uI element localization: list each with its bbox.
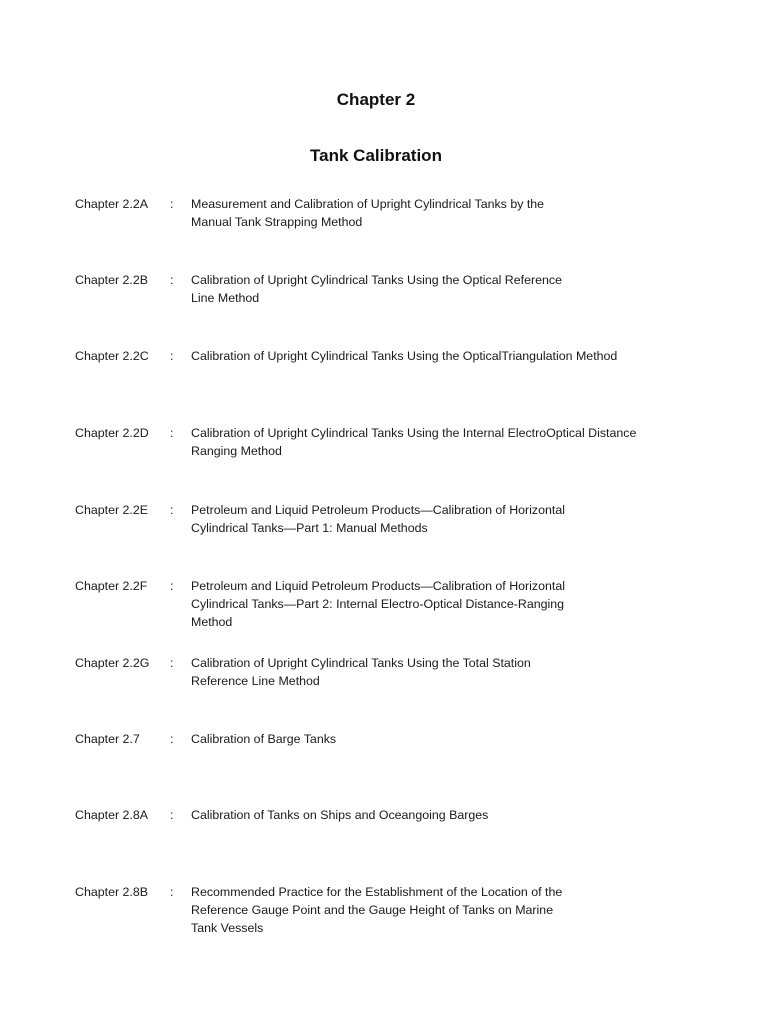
entry-separator: : (170, 732, 174, 746)
entry-code: Chapter 2.2G (75, 656, 150, 670)
entry-code: Chapter 2.2B (75, 273, 149, 287)
entry-title (191, 425, 636, 461)
entry-title-line: Calibration of Upright Cylindrical Tanks Using the Internal ElectroOptical Distance (191, 426, 637, 440)
chapter-subheading: Tank Calibration (310, 146, 442, 165)
entry-separator: : (170, 273, 174, 287)
entry-title (191, 884, 562, 937)
entry-code: Chapter 2.2A (75, 197, 149, 211)
entry-title-line: Reference Gauge Point and the Gauge Height of Tanks on Marine (191, 902, 554, 917)
entry-title-line: Reference Line Method (191, 673, 320, 688)
entry-title-line: Tank Vessels (191, 920, 264, 935)
entry-title-line: Line Method (191, 290, 260, 305)
entry-separator: : (170, 349, 174, 363)
entry-title-line: Calibration of Barge Tanks (191, 732, 337, 746)
entry-separator: : (170, 885, 174, 899)
entry-title-line: Calibration of Upright Cylindrical Tanks Using the Optical Reference (191, 273, 562, 287)
entry-title-line: Measurement and Calibration of Upright Cylindrical Tanks by the (191, 197, 545, 211)
entry-title-line: Recommended Practice for the Establishment of the Location of the (191, 885, 563, 899)
entry-code: Chapter 2.2E (75, 503, 149, 517)
entry-title-line: Cylindrical Tanks—Part 2: Internal Electro-Optical Distance-Ranging (191, 596, 565, 611)
entry-title (191, 807, 488, 825)
entry-separator: : (170, 503, 174, 517)
entry-code: Chapter 2.2F (75, 579, 148, 593)
entry-separator: : (170, 197, 174, 211)
entry-code: Chapter 2.2C (75, 349, 149, 363)
entry-title (191, 272, 562, 308)
entry-title (191, 731, 336, 749)
entry-code: Chapter 2.7 (75, 732, 140, 746)
entry-separator: : (170, 579, 174, 593)
entry-code: Chapter 2.8A (75, 808, 149, 822)
chapter-heading: Chapter 2 (336, 90, 416, 109)
entry-title (191, 655, 531, 691)
entry-title-line: Calibration of Tanks on Ships and Oceangoing Barges (191, 808, 489, 822)
entry-code: Chapter 2.2D (75, 426, 149, 440)
entry-title-line: Calibration of Upright Cylindrical Tanks Using the OpticalTriangulation Method (191, 349, 618, 363)
entry-code: Chapter 2.8B (75, 885, 149, 899)
entry-separator: : (170, 808, 174, 822)
entry-title (191, 196, 544, 232)
entry-title (191, 502, 565, 538)
entry-title (191, 578, 565, 631)
entry-title-line: Petroleum and Liquid Petroleum Products—Calibration of Horizontal (191, 503, 565, 517)
entry-title (191, 348, 617, 366)
entry-title-line: Calibration of Upright Cylindrical Tanks Using the Total Station (191, 656, 531, 670)
entry-title-line: Ranging Method (191, 443, 282, 458)
entry-title-line: Petroleum and Liquid Petroleum Products—Calibration of Horizontal (191, 579, 565, 593)
entry-title-line: Method (191, 614, 233, 629)
entry-separator: : (170, 426, 174, 440)
entry-title-line: Manual Tank Strapping Method (191, 214, 363, 229)
entry-title-line: Cylindrical Tanks—Part 1: Manual Methods (191, 520, 428, 535)
entry-separator: : (170, 656, 174, 670)
